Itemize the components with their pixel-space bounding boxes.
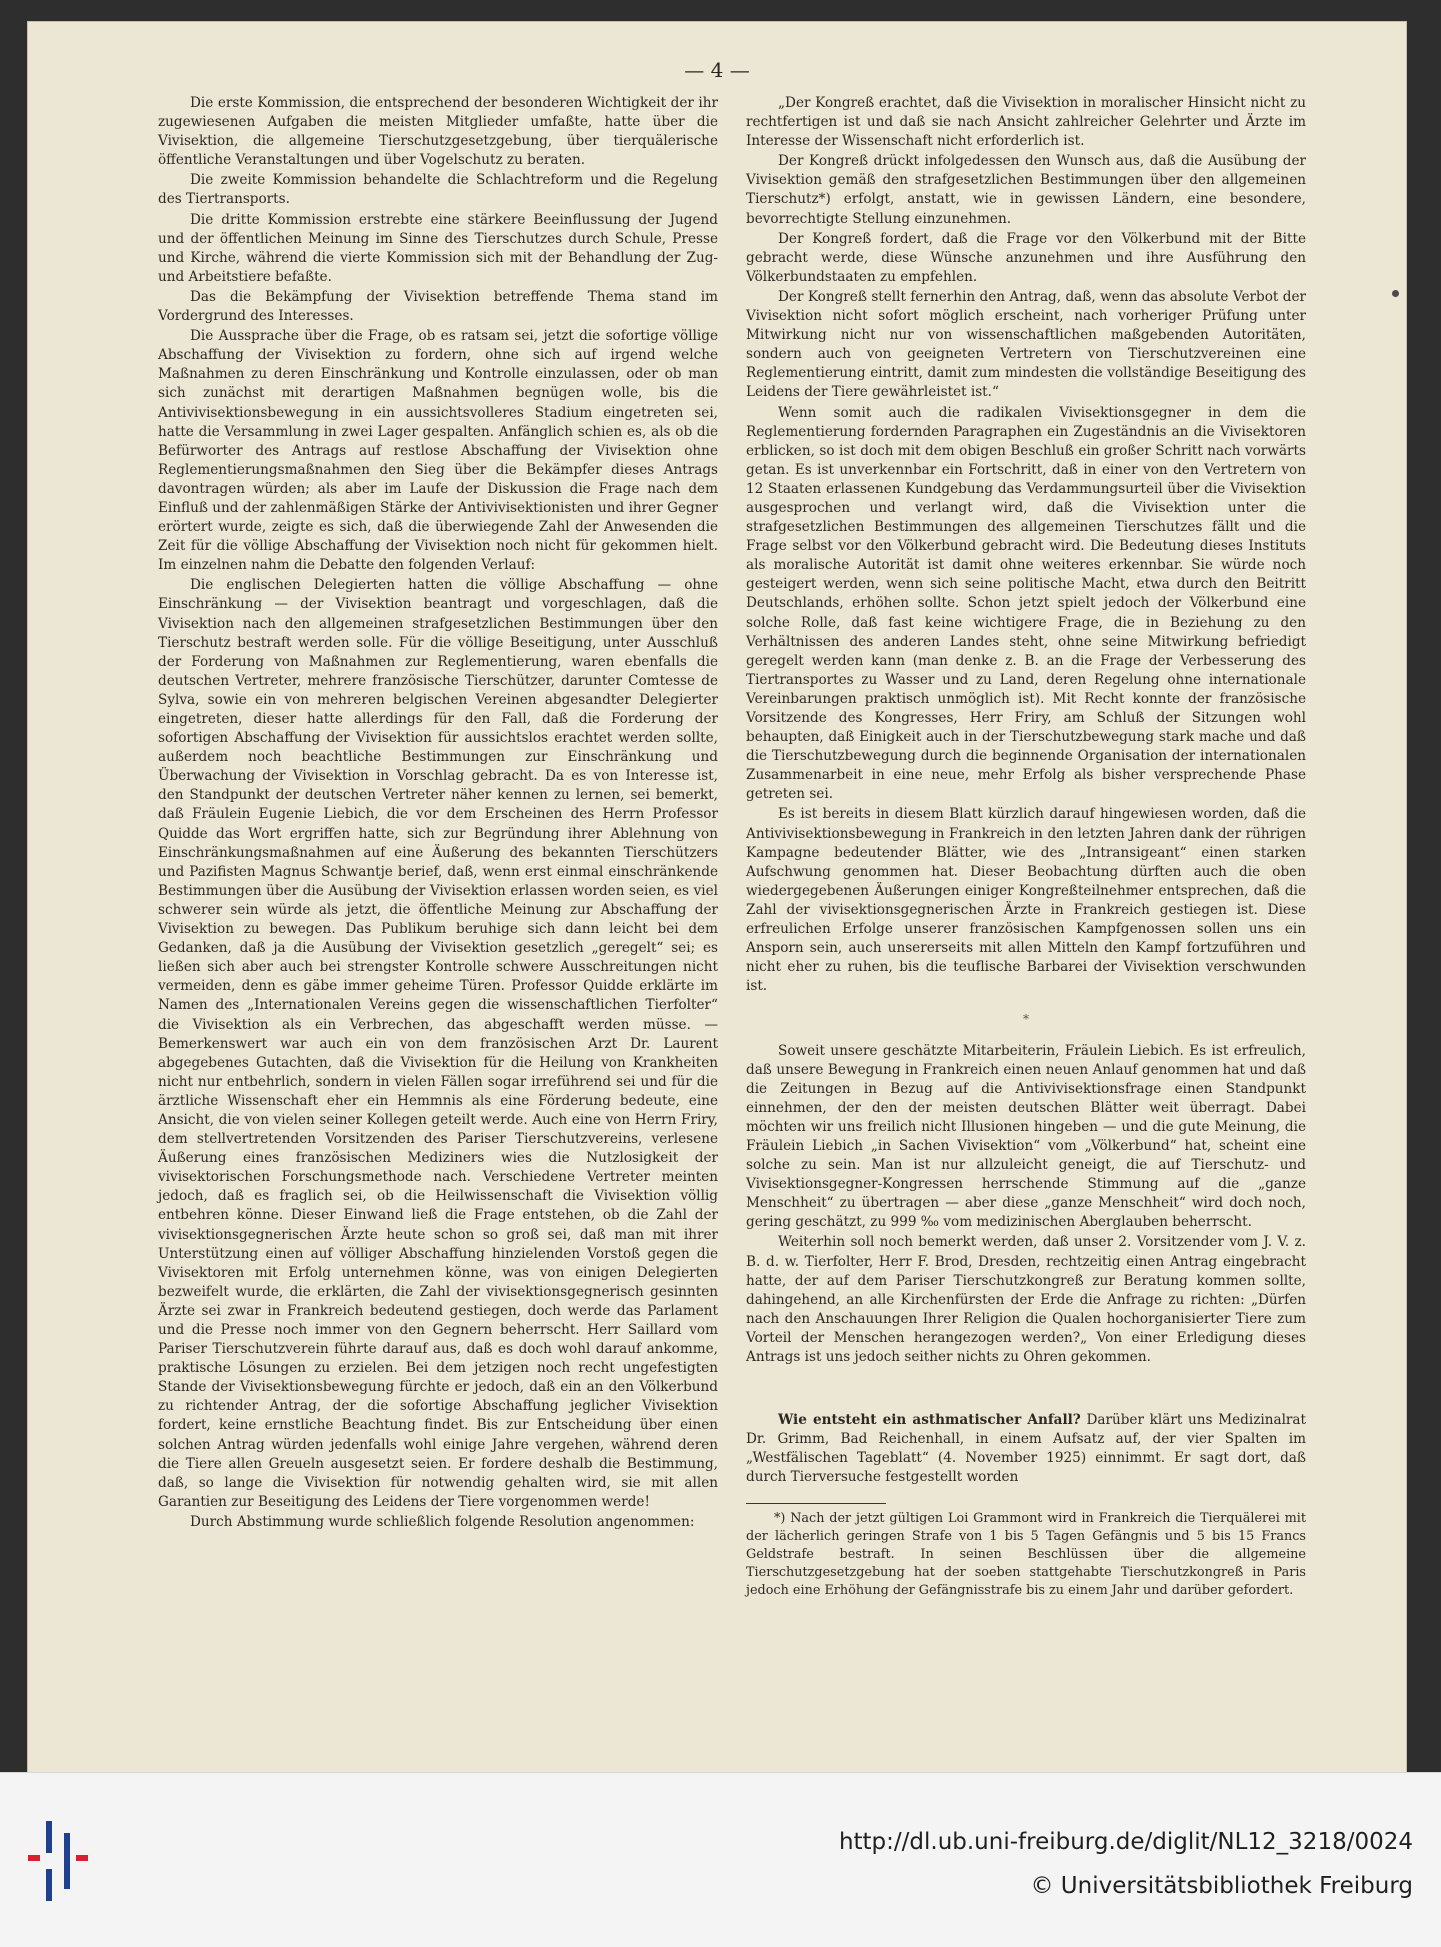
page-number: — 4 — [684,58,750,82]
section-separator: * [1023,1012,1029,1027]
paragraph: Wenn somit auch die radikalen Vivisektionsgegner in dem die Reglementierung fordernden Paragraphen ein Zugeständnis an die Vivisektoren erblicken, so ist doch mit dem obigen Beschluß ein großer Schritt nach vorwärts getan. Es ist unverkennbar ein Fortschritt, daß in einer von den Vertretern von 12 Staaten erlassenen Kundgebung das Verdammungsurteil über die Vivisektion ausgesprochen und verlangt wird, daß die Vivisektion unter die strafgesetzlichen Bestimmungen des allgemeinen Tierschutzes fällt und die Frage selbst vor den Völkerbund gebracht wird. Die Bedeutung dieses Instituts als moralische Autorität ist damit ohne weiteres erkennbar. Sie würde noch gesteigert werden, wenn sich seine politische Macht, etwa durch den Beitritt Deutschlands, erhöhen sollte. Schon jetzt spielt jedoch der Völkerbund eine solche Rolle, daß fast keine wichtigere Frage, die in Beziehung zu den Verhältnissen des anderen Landes steht, ohne seine Mitwirkung befriedigt geregelt werden kann (man denke z. B. an die Frage der Verbesserung des Tiertransportes zu Wasser und zu Land, deren Regelung ohne internationale Vereinbarungen praktisch unmöglich ist). Mit Recht konnte der französische Vorsitzende des Kongresses, Herr Friry, am Schluß der Sitzungen wohl behaupten, daß Einigkeit auch in der Tierschutzbewegung stark mache und daß die Tierschutzbewegung durch die beginnende Organisation der internationalen Zusammenarbeit in eine neue, mehr Erfolg als bisher versprechende Phase getreten sei. [746,404,1306,803]
footnote-text: *) Nach der jetzt gültigen Loi Grammont wird in Frankreich die Tierquälerei mit der lächerlich geringen Strafe von 1 bis 5 Tagen Gefängnis und 5 bis 15 Francs Geldstrafe bestraft. In seinen Beschlüssen über die allgemeine Tierschutzgesetzgebung hat der soeben stattgehabte Tierschutzkongreß in Paris jedoch eine Erhöhung der Gefängnisstrafe bis zu einem Jahr und darüber gefordert. [746,1511,1306,1598]
paragraph: Die erste Kommission, die entsprechend der besonderen Wichtigkeit der ihr zugewiesenen Aufgaben die meisten Mitglieder umfaßte, hatte über die Vivisektion, die allgemeine Tierschutzgesetzgebung, über tierquälerische öffentliche Veranstaltungen und über Vogelschutz zu beraten. [158,95,718,169]
paragraph: Das die Bekämpfung der Vivisektion betreffende Thema stand im Vordergrund des Interesses. [158,288,718,325]
paragraph: Die zweite Kommission behandelte die Schlachtreform und die Regelung des Tiertransports. [158,172,718,208]
resolution-paragraph: Der Kongreß stellt fernerhin den Antrag, daß, wenn das absolute Verbot der Vivisektion nicht sofort möglich erscheint, nach vorheriger Prüfung unter Mitwirkung nicht nur von wissenschaftlichen maßgebenden Autoritäten, sondern auch von geeigneten Vertretern von Tierschutzvereinen eine Reglementierung eintritt, damit zum mindesten die vollständige Beseitigung des Leidens der Tiere gewährleistet ist.“ [746,288,1306,401]
paragraph: Es ist bereits in diesem Blatt kürzlich darauf hingewiesen worden, daß die Antivivisektionsbewegung in Frankreich in den letzten Jahren dank der rührigen Kampagne bedeutender Blätter, wie des „Intransigeant“ einen starken Aufschwung genommen hat. Dieser Beobachtung dürften auch die oben wiedergegebenen Äußerungen einiger Kongreßteilnehmer entsprechen, daß die Zahl der vivisektionsgegnerischen Ärzte in Frankreich gestiegen ist. Diese erfreulichen Erfolge unserer französischen Kampfgenossen sollen uns ein Ansporn sein, auch unsererseits mit allen Mitteln den Kampf fortzuführen und nicht eher zu ruhen, bis die teuflische Barbarei der Vivisektion verschwunden ist. [746,806,1306,995]
paragraph: Die dritte Kommission erstrebte eine stärkere Beeinflussung der Jugend und der öffentlichen Meinung im Sinne des Tierschutzes durch Schule, Presse und Kirche, während die vierte Kommission sich mit der Behandlung der Zug- und Arbeitstiere befaßte. [158,211,718,285]
left-column [158,94,718,1533]
paragraph: Soweit unsere geschätzte Mitarbeiterin, Fräulein Liebich. Es ist erfreulich, daß unsere Bewegung in Frankreich einen neuen Anlauf genommen hat und daß die Zeitungen in Bezug auf die Antivivisektionsfrage einen Standpunkt einnehmen, der den der meisten deutschen Blätter weit überragt. Dabei möchten wir uns freilich nicht Illusionen hingeben — und die gute Meinung, die Fräulein Liebich „in Sachen Vivisektion“ vom „Völkerbund“ hat, scheint eine solche zu sein. Man ist nur allzuleicht geneigt, die auf Tierschutz- und Vivisektionsgegner-Kongressen herrschende Stimmung auf die „ganze Menschheit“ zu übertragen — aber diese „ganze Menschheit“ wird doch noch, gering geschätzt, zu 999 ‰ vom medizinischen Aberglauben beherrscht. [746,1042,1306,1231]
copyright-text: © Universitätsbibliothek Freiburg [1030,1873,1413,1899]
paragraph: Durch Abstimmung wurde schließlich folgende Resolution angenommen: [190,1513,695,1530]
permalink-url[interactable]: http://dl.ub.uni-freiburg.de/diglit/NL12_3218/0024 [838,1829,1413,1855]
paragraph: Die Aussprache über die Frage, ob es ratsam sei, jetzt die sofortige völlige Abschaffung der Vivisektion zu fordern, ohne sich auf irgend welche Maßnahmen zu deren Einschränkung und Kontrolle einzulassen, oder ob man sich zunächst mit derartigen Maßnahmen begnügen wolle, bis die Antivivisektionsbewegung in ein aussichtsvolleres Stadium eingetreten sei, hatte die Versammlung in zwei Lager gespalten. Anfänglich schien es, als ob die Befürworter des Antrags auf restlose Abschaffung der Vivisektion ohne Reglementierungsmaßnahmen den Sieg über die Bekämpfer dieses Antrags davontragen würden; als aber im Laufe der Diskussion die Frage nach dem Einfluß und der zahlenmäßigen Stärke der Antivivisektionisten und ihrer Gegner erörtert wurde, zeigte es sich, daß die überwiegende Zahl der Anwesenden die Zeit für die völlige Abschaffung der Vivisektion noch nicht für gekommen hielt. Im einzelnen nahm die Debatte den folgenden Verlauf: [158,328,718,574]
library-logo-icon [28,1821,92,1901]
punch-hole [1392,290,1399,297]
footnote [746,1510,1306,1599]
viewer-footer [0,1772,1441,1947]
right-column [746,94,1306,1600]
asthma-heading: Wie entsteht ein asthmatischer Anfall? [778,1412,1081,1429]
resolution-paragraph: Der Kongreß drückt infolgedessen den Wunsch aus, daß die Ausübung der Vivisektion gemäß den strafgesetzlichen Bestimmungen über den allgemeinen Tierschutz*) erfolgt, anstatt, wie in gewissen Ländern, eine besondere, bevorrechtigte Stellung einzunehmen. [746,153,1306,227]
paragraph: Weiterhin soll noch bemerkt werden, daß unser 2. Vorsitzender vom J. V. z. B. d. w. Tierfolter, Herr F. Brod, Dresden, rechtzeitig einen Antrag eingebracht hatte, der auf dem Pariser Tierschutzkongreß zur Beratung kommen sollte, dahingehend, an alle Kirchenfürsten der Erde die Anfrage zu richten: „Dürfen nach den Anschauungen Ihrer Religion die Qualen hochorganisierter Tiere zum Vorteil der Menschen herangezogen werden?„ Von einer Erledigung dieses Antrags ist uns jedoch seither nichts zu Ohren gekommen. [746,1234,1306,1365]
resolution-paragraph: „Der Kongreß erachtet, daß die Vivisektion in moralischer Hinsicht nicht zu rechtfertigen ist und daß sie nach Ansicht zahlreicher Gelehrter und Ärzte im Interesse der Wissenschaft nicht erforderlich ist. [746,95,1306,150]
footnote-rule [746,1503,886,1504]
asthma-text: Darüber klärt uns Medizinalrat Dr. Grimm, Bad Reichenhall, in einem Aufsatz auf, der vier Spalten im „Westfälischen Tageblatt“ (4. November 1925) einnimmt. Er sagt dort, daß durch Tierversuche festgestellt worden [746,1412,1306,1486]
resolution-paragraph: Der Kongreß fordert, daß die Frage vor den Völkerbund mit der Bitte gebracht werde, diese Wünsche anzunehmen und ihre Ausführung den Völkerbundstaaten zu empfehlen. [746,230,1306,285]
asthma-paragraph [746,1411,1306,1487]
scanned-page [28,22,1406,1772]
paragraph: Die englischen Delegierten hatten die völlige Abschaffung — ohne Einschränkung — der Vivisektion beantragt und vorgeschlagen, daß die Vivisektion nach den allgemeinen strafgesetzlichen Bestimmungen über den Tierschutz bestraft werden solle. Für die völlige Beseitigung, unter Ausschluß der Forderung von Maßnahmen zur Reglementierung, waren ebenfalls die deutschen Vertreter, mehrere französische Tierschützer, darunter Comtesse de Sylva, sowie ein von mehreren belgischen Vereinen abgesandter Delegierter eingetreten, dieser hatte allerdings für den Fall, daß die Forderung der sofortigen Abschaffung der Vivisektion für aussichtslos erachtet werden sollte, außerdem noch beachtliche Bestimmungen zur Einschränkung und Überwachung der Vivisektion in Vorschlag gebracht. Da es von Interesse ist, den Standpunkt der deutschen Vertreter näher kennen zu lernen, sei bemerkt, daß Fräulein Eugenie Liebich, die vor dem Erscheinen des Herrn Professor Quidde das Wort ergriffen hatte, sich zur Begründung ihrer Ablehnung von Einschränkungsmaßnahmen auf eine Äußerung des bekannten Tierschützers und Pazifisten Magnus Schwantje berief, daß, wenn erst einmal einschränkende Bestimmungen über die Ausübung der Vivisektion erlassen worden seien, es viel schwerer sein würde als jetzt, die öffentliche Meinung zur Abschaffung der Vivisektion zu bewegen. Das Publikum beruhige sich dann leicht bei dem Gedanken, daß ja die Ausübung der Vivisektion gesetzlich „geregelt“ sei; es ließen sich aber auch bei strengster Kontrolle schwere Ausschreitungen nicht vermeiden, denn es gäbe immer geheime Türen. Professor Quidde erklärte im Namen des „Internationalen Vereins gegen die wissenschaftlichen Tierfolter“ die Vivisektion als ein Verbrechen, das abgeschafft werden müsse. — Bemerkenswert war auch ein von dem französischen Arzt Dr. Laurent abgegebenes Gutachten, daß die Vivisektion für die Heilung von Krankheiten nicht nur entbehrlich, sondern in vielen Fällen sogar irreführend sei und für die ärztliche Wissenschaft eher ein Hemmnis als eine Förderung bedeute, eine Ansicht, die von vielen seiner Kollegen geteilt werde. Auch eine von Herrn Friry, dem stellvertretenden Vorsitzenden des Pariser Tierschutzvereins, verlesene Äußerung eines französischen Mediziners wies die Nutzlosigkeit der vivisektorischen Forschungsmethode nach. Verschiedene Vertreter meinten jedoch, daß es fraglich sei, ob die Heilwissenschaft die Vivisektion völlig entbehren könne. Dieser Einwand ließ die Frage entstehen, ob die Zahl der vivisektionsgegnerischen Ärzte heute schon so groß sei, daß man mit ihrer Unterstützung einen auf völliger Abschaffung hinzielenden Vorstoß gegen die Vivisektoren mit Erfolg unternehmen könne, was von einigen Delegierten bezweifelt wurde, die erklärten, die Zahl der vivisektionsgegnerisch gesinnten Ärzte sei zwar in Frankreich bedeutend gestiegen, doch werde das Parlament und die Presse noch immer von den Gegnern beherrscht. Herr Saillard vom Pariser Tierschutzverein führte darauf aus, daß es doch wohl darauf ankomme, praktische Lösungen zu erzielen. Bei dem jetzigen noch recht ungefestigten Stande der Vivisektionsbewegung fürchte er jedoch, daß ein an den Völkerbund zu richtender Antrag, der die sofortige Abschaffung jeglicher Vivisektion fordert, keine ernstliche Beachtung findet. Bis zur Entscheidung über einen solchen Antrag würden jedenfalls wohl einige Jahre vergehen, während deren die Tiere allen Greueln ausgesetzt seien. Er fordere deshalb die Bestimmung, daß, so lange die Vivisektion für notwendig gehalten wird, sie mit allen Garantien zur Beseitigung des Leidens der Tiere vorgenommen werde! [158,577,718,1510]
